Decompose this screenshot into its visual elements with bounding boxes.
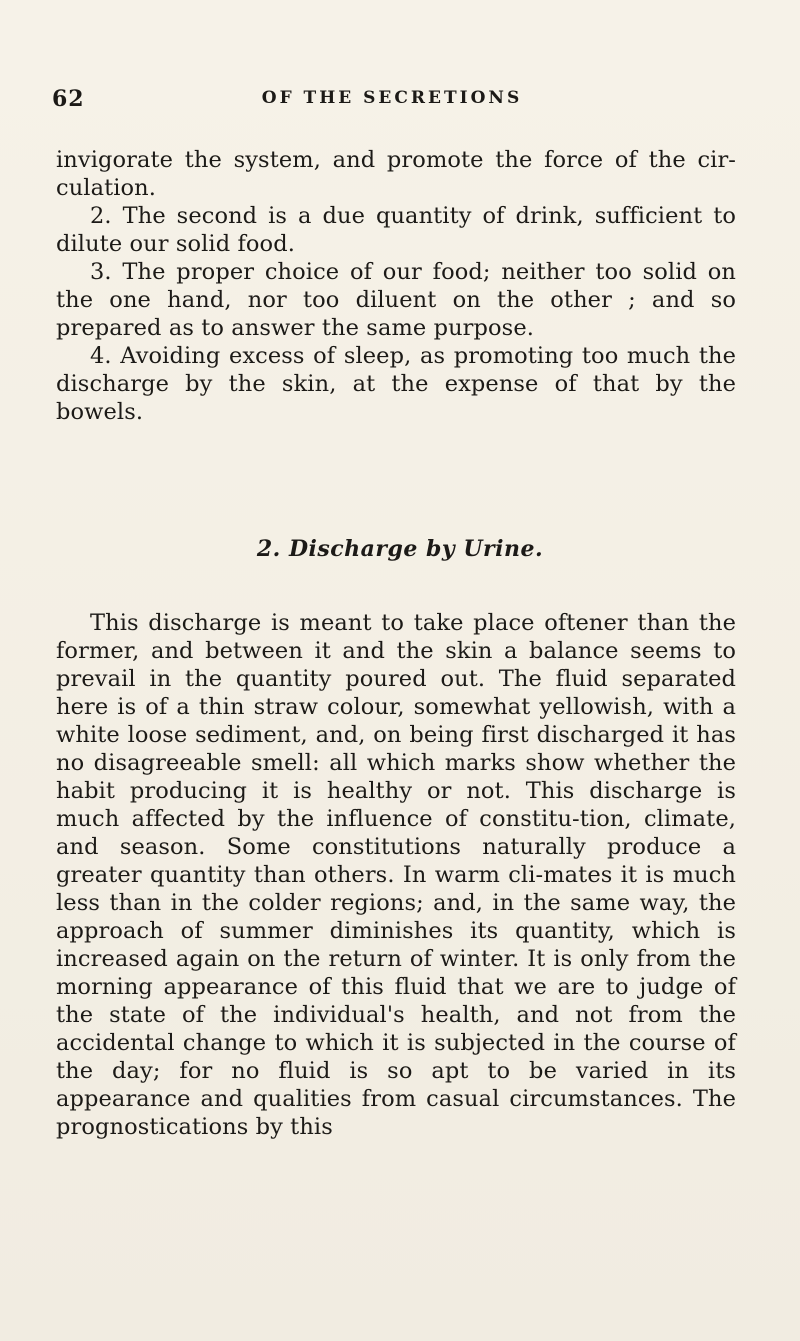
continuation-paragraph: invigorate the system, and promote the force of the cir-culation.: [56, 147, 736, 201]
list-item-3: 3. The proper choice of our food; neither too solid on the one hand, nor too diluent on the other ; and so prepared as to answer the same purpose.: [56, 259, 736, 341]
list-item-4: 4. Avoiding excess of sleep, as promoting too much the discharge by the skin, at the expense of that by the bowels.: [56, 343, 736, 425]
body-paragraph: This discharge is meant to take place oftener than the former, and between it and the skin a balance seems to prevail in the quantity poured out. The fluid separated here is of a thin straw colour, somewhat yellowish, with a white loose sediment, and, on being first discharged it has no disagreeable smell: all which marks show whether the habit producing it is healthy or not. This discharge is much affected by the influence of constitu-tion, climate, and season. Some constitutions naturally produce a greater quantity than others. In warm cli-mates it is much less than in the colder regions; and, in the same way, the approach of summer diminishes its quantity, which is increased again on the return of winter. It is only from the morning appearance of this fluid that we are to judge of the state of the individual's health, and not from the accidental change to which it is subjected in the course of the day; for no fluid is so apt to be varied in its appearance and qualities from casual circumstances. The prognostications by this: [56, 610, 736, 1140]
section-body: [56, 609, 736, 1141]
list-item-2: 2. The second is a due quantity of drink, sufficient to dilute our solid food.: [56, 203, 736, 257]
page-number: 62: [52, 86, 85, 112]
intro-list: [56, 146, 736, 426]
section-heading: 2. Discharge by Urine.: [256, 536, 544, 562]
page-header: [52, 86, 732, 120]
running-title: OF THE SECRETIONS: [261, 88, 523, 108]
